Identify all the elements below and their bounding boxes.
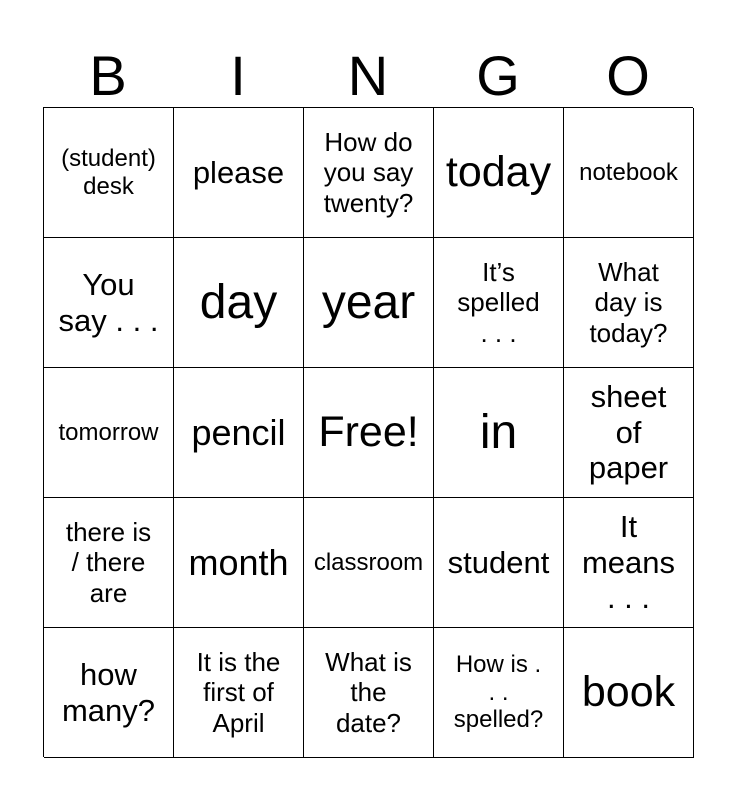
cell-text: day	[199, 275, 278, 329]
cell-text: today	[445, 147, 552, 196]
bingo-cell[interactable]	[44, 628, 174, 758]
bingo-cell[interactable]	[434, 108, 564, 238]
cell-text: tomorrow	[58, 418, 159, 446]
cell-text: pencil	[191, 411, 286, 453]
cell-text: there is / there are	[65, 517, 152, 608]
cell-text: notebook	[579, 158, 678, 186]
bingo-cell[interactable]	[44, 238, 174, 368]
bingo-cell[interactable]	[434, 628, 564, 758]
cell-text: student	[447, 544, 550, 580]
cell-text: sheet of paper	[588, 378, 669, 486]
header-letter-o: O	[606, 44, 650, 107]
header-letter-g: G	[476, 44, 520, 107]
bingo-cell[interactable]	[174, 108, 304, 238]
bingo-cell[interactable]	[44, 108, 174, 238]
cell-text: What day is today?	[589, 257, 668, 348]
bingo-cell[interactable]	[564, 108, 694, 238]
bingo-cell[interactable]	[44, 498, 174, 628]
cell-text: in	[479, 405, 518, 459]
bingo-cell[interactable]	[304, 238, 434, 368]
bingo-cell[interactable]	[434, 498, 564, 628]
bingo-cell[interactable]	[174, 238, 304, 368]
bingo-cell[interactable]	[434, 368, 564, 498]
bingo-cell[interactable]	[174, 628, 304, 758]
header-letter-n: N	[347, 44, 389, 107]
bingo-cell[interactable]	[564, 628, 694, 758]
bingo-header	[43, 44, 693, 108]
cell-text: It is the first of April	[196, 647, 281, 738]
cell-text: please	[192, 154, 285, 190]
cell-text: It’s spelled . . .	[457, 257, 540, 348]
bingo-cell[interactable]	[564, 238, 694, 368]
cell-text: It means . . .	[581, 508, 676, 616]
bingo-cell[interactable]	[304, 108, 434, 238]
cell-text: how many?	[61, 656, 156, 728]
cell-text: What is the date?	[325, 647, 412, 738]
cell-text: Free!	[318, 407, 419, 456]
bingo-cell[interactable]	[564, 368, 694, 498]
cell-text: year	[321, 275, 416, 329]
cell-text: How do you say twenty?	[323, 127, 414, 218]
cell-text: book	[581, 667, 676, 716]
bingo-cell[interactable]	[304, 498, 434, 628]
cell-text: How is . . . spelled?	[453, 650, 544, 734]
free-space-cell[interactable]	[304, 368, 434, 498]
cell-text: You say . . .	[58, 266, 159, 338]
bingo-cell[interactable]	[174, 368, 304, 498]
bingo-cell[interactable]	[174, 498, 304, 628]
header-letter-b: B	[89, 44, 127, 107]
cell-text: (student) desk	[61, 144, 156, 200]
bingo-cell[interactable]	[44, 368, 174, 498]
bingo-cell[interactable]	[434, 238, 564, 368]
header-letter-i: I	[230, 44, 246, 107]
bingo-cell[interactable]	[564, 498, 694, 628]
cell-text: month	[188, 541, 289, 583]
cell-text: classroom	[313, 548, 424, 576]
bingo-cell[interactable]	[304, 628, 434, 758]
bingo-board	[43, 107, 693, 757]
